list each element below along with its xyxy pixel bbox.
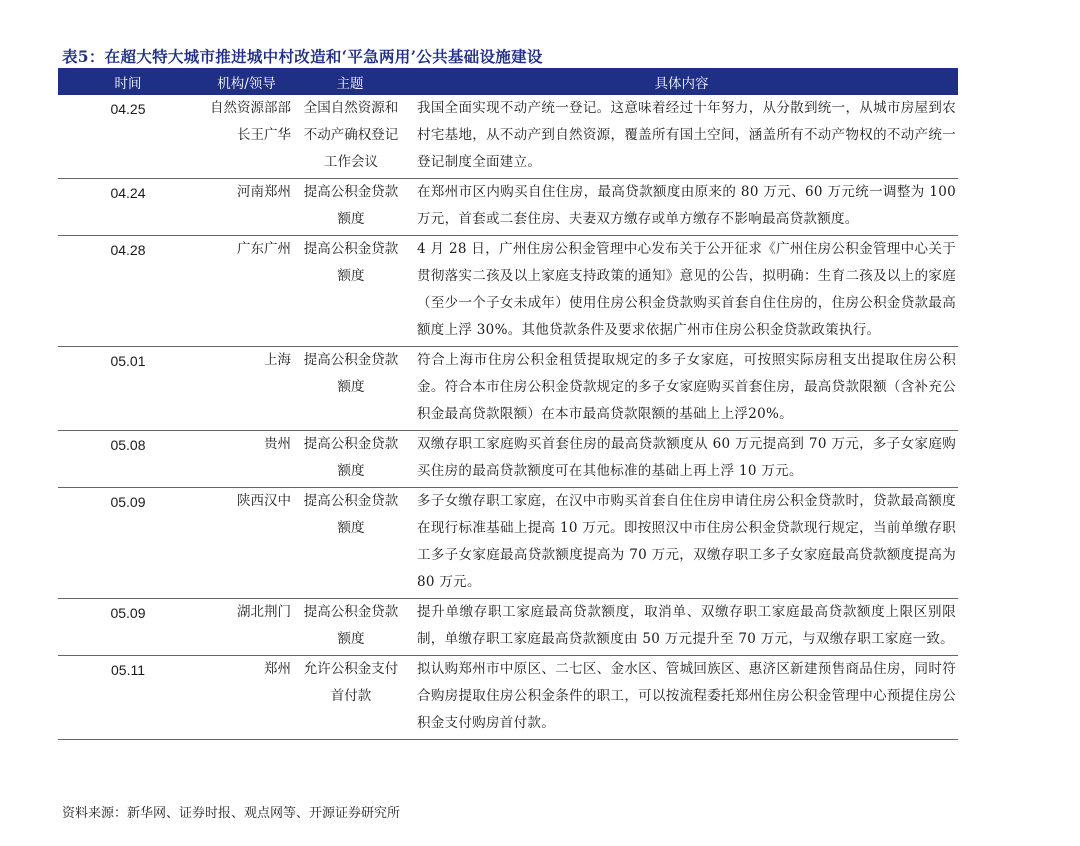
cell-content: 在郑州市区内购买自住住房，最高贷款额度由原来的 80 万元、60 万元统一调整为 100 万元，首套或二套住房、夫妻双方缴存或单方缴存不影响最高贷款额度。	[405, 179, 958, 236]
cell-org: 贵州	[198, 431, 295, 488]
cell-topic: 提高公积金贷款额度	[295, 431, 405, 488]
header-topic: 主题	[295, 68, 405, 95]
cell-org: 郑州	[198, 656, 295, 740]
cell-date: 05.11	[58, 656, 198, 740]
cell-org: 河南郑州	[198, 179, 295, 236]
cell-org: 广东广州	[198, 236, 295, 347]
table-row	[58, 431, 958, 488]
table-row	[58, 488, 958, 599]
table-row	[58, 236, 958, 347]
table-body	[58, 95, 958, 740]
policy-table	[58, 68, 958, 740]
cell-content: 拟认购郑州市中原区、二七区、金水区、管城回族区、惠济区新建预售商品住房，同时符合购房提取住房公积金条件的职工，可以按流程委托郑州住房公积金管理中心预提住房公积金支付购房首付款。	[405, 656, 958, 740]
cell-date: 05.09	[58, 599, 198, 656]
table-row	[58, 179, 958, 236]
cell-date: 04.24	[58, 179, 198, 236]
cell-content: 双缴存职工家庭购买首套住房的最高贷款额度从 60 万元提高到 70 万元，多子女家庭购买住房的最高贷款额度可在其他标准的基础上再上浮 10 万元。	[405, 431, 958, 488]
cell-topic: 允许公积金支付首付款	[295, 656, 405, 740]
cell-date: 05.08	[58, 431, 198, 488]
source-note: 资料来源：新华网、证券时报、观点网等、开源证券研究所	[62, 806, 401, 821]
cell-org: 湖北荆门	[198, 599, 295, 656]
table-header	[58, 68, 958, 95]
table-title: 表5：在超大特大城市推进城中村改造和‘平急两用’公共基础设施建设	[62, 47, 543, 66]
cell-topic: 提高公积金贷款额度	[295, 488, 405, 599]
cell-content: 提升单缴存职工家庭最高贷款额度，取消单、双缴存职工家庭最高贷款额度上限区别限制，单缴存职工家庭最高贷款额度由 50 万元提升至 70 万元，与双缴存职工家庭一致。	[405, 599, 958, 656]
cell-content: 多子女缴存职工家庭，在汉中市购买首套自住住房申请住房公积金贷款时，贷款最高额度在现行标准基础上提高 10 万元。即按照汉中市住房公积金贷款现行规定，当前单缴存职工多子女家庭最高贷款额度提高为 70 万元，双缴存职工多子女家庭最高贷款额度提高为 80 万元。	[405, 488, 958, 599]
header-content: 具体内容	[405, 68, 958, 95]
cell-org: 陕西汉中	[198, 488, 295, 599]
cell-org: 自然资源部部长王广华	[198, 95, 295, 179]
cell-content: 我国全面实现不动产统一登记。这意味着经过十年努力，从分散到统一，从城市房屋到农村宅基地，从不动产到自然资源，覆盖所有国土空间，涵盖所有不动产物权的不动产统一登记制度全面建立。	[405, 95, 958, 179]
cell-content: 4 月 28 日，广州住房公积金管理中心发布关于公开征求《广州住房公积金管理中心关于贯彻落实二孩及以上家庭支持政策的通知》意见的公告，拟明确：生育二孩及以上的家庭（至少一个子女未成年）使用住房公积金贷款购买首套自住住房的，住房公积金贷款最高额度上浮 30%。其他贷款条件及要求依据广州市住房公积金贷款政策执行。	[405, 236, 958, 347]
table-row	[58, 656, 958, 740]
cell-topic: 提高公积金贷款额度	[295, 236, 405, 347]
header-date: 时间	[58, 68, 198, 95]
cell-topic: 提高公积金贷款额度	[295, 599, 405, 656]
header-org: 机构/领导	[198, 68, 295, 95]
cell-date: 05.09	[58, 488, 198, 599]
cell-topic: 全国自然资源和不动产确权登记工作会议	[295, 95, 405, 179]
cell-date: 05.01	[58, 347, 198, 431]
cell-date: 04.28	[58, 236, 198, 347]
cell-org: 上海	[198, 347, 295, 431]
cell-content: 符合上海市住房公积金租赁提取规定的多子女家庭，可按照实际房租支出提取住房公积金。符合本市住房公积金贷款规定的多子女家庭购买首套住房，最高贷款限额（含补充公积金最高贷款限额）在本市最高贷款限额的基础上上浮20%。	[405, 347, 958, 431]
table-row	[58, 599, 958, 656]
cell-topic: 提高公积金贷款额度	[295, 179, 405, 236]
table-row	[58, 95, 958, 179]
table-row	[58, 347, 958, 431]
cell-topic: 提高公积金贷款额度	[295, 347, 405, 431]
cell-date: 04.25	[58, 95, 198, 179]
header-row	[58, 68, 958, 95]
